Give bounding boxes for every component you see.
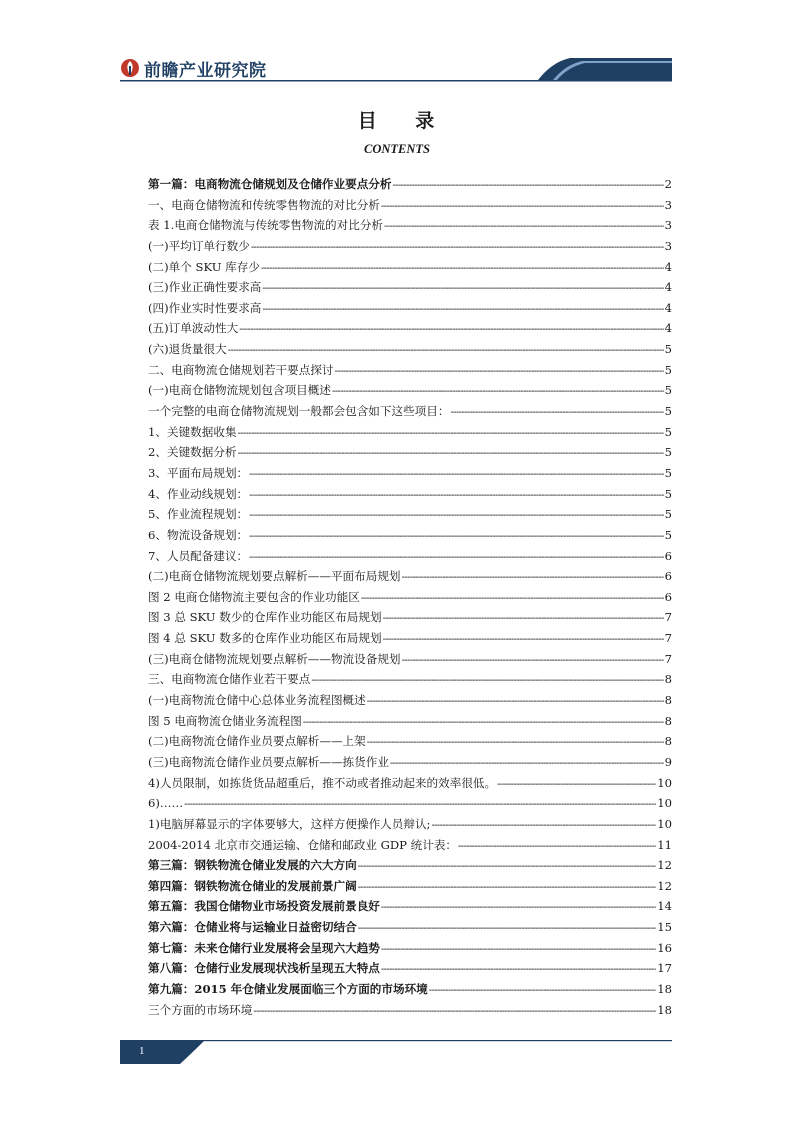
toc-entry-page: 5 <box>664 424 672 439</box>
toc-leader-dots <box>367 733 664 752</box>
toc-entry-label: 3、平面布局规划： <box>148 465 249 480</box>
toc-leader-dots <box>262 300 663 319</box>
toc-leader-dots <box>384 217 664 236</box>
toc-entry-label: 1、关键数据收集 <box>148 424 237 439</box>
toc-entry-label: (一)电商物流仓储中心总体业务流程图概述 <box>148 693 366 708</box>
toc-leader-dots <box>450 403 663 422</box>
toc-entry-label: 7、人员配备建议： <box>148 548 249 563</box>
toc-entry[interactable] <box>148 546 672 567</box>
toc-entry-label: 第四篇：钢铁物流仓储业的发展前景广阔 <box>148 878 357 893</box>
toc-entry[interactable] <box>148 277 672 298</box>
toc-entry-page: 10 <box>657 796 672 811</box>
toc-entry-page: 8 <box>664 672 672 687</box>
toc-entry[interactable] <box>148 896 672 917</box>
toc-leader-dots <box>238 444 664 463</box>
toc-entry-label: 5、作业流程规划： <box>148 507 249 522</box>
toc-leader-dots <box>249 527 663 546</box>
toc-entry-label: 三个方面的市场环境 <box>148 1002 253 1017</box>
toc-entry[interactable] <box>148 649 672 670</box>
toc-entry-label: 2004-2014 北京市交通运输、仓储和邮政业 GDP 统计表： <box>148 837 458 852</box>
toc-entry[interactable] <box>148 835 672 856</box>
toc-entry-label: (三)作业正确性要求高 <box>148 280 262 295</box>
toc-entry-label: 三、电商物流仓储作业若干要点 <box>148 672 311 687</box>
toc-entry-page: 18 <box>657 981 672 996</box>
toc-entry-page: 8 <box>664 734 672 749</box>
toc-entry-label: (一)电商仓储物流规划包含项目概述 <box>148 383 331 398</box>
toc-entry-label: 第九篇：2015 年仓储业发展面临三个方面的市场环境 <box>148 981 428 996</box>
toc-entry[interactable] <box>148 690 672 711</box>
toc-leader-dots <box>358 878 657 897</box>
toc-leader-dots <box>332 382 664 401</box>
toc-entry-page: 6 <box>664 548 672 563</box>
toc-entry-page: 4 <box>664 280 672 295</box>
toc-leader-dots <box>402 651 664 670</box>
toc-leader-dots <box>261 259 664 278</box>
toc-entry-page: 3 <box>664 197 672 212</box>
toc-entry-page: 5 <box>664 362 672 377</box>
toc-entry-label: (六)退货量很大 <box>148 342 227 357</box>
toc-entry[interactable] <box>148 958 672 979</box>
toc-entry-label: 二、电商物流仓储规划若干要点探讨 <box>148 362 334 377</box>
toc-entry[interactable] <box>148 917 672 938</box>
toc-leader-dots <box>358 919 657 938</box>
toc-leader-dots <box>390 754 664 773</box>
page-footer <box>0 1030 794 1070</box>
brand-logo <box>120 56 267 80</box>
toc-leader-dots <box>383 609 664 628</box>
toc-entry-page: 8 <box>664 693 672 708</box>
toc-entry-page: 10 <box>657 775 672 790</box>
toc-leader-dots <box>249 548 663 567</box>
toc-leader-dots <box>184 795 656 814</box>
toc-entry-page: 5 <box>664 507 672 522</box>
toc-entry-label: 第六篇：仓储业将与运输业日益密切结合 <box>148 920 357 935</box>
toc-entry-label: 第七篇：未来仓储行业发展将会呈现六大趋势 <box>148 940 380 955</box>
toc-entry-label: 4)人员限制，如拣货货品超重后，推不动或者推动起来的效率很低。 <box>148 775 497 790</box>
toc-entry[interactable] <box>148 669 672 690</box>
toc-entry[interactable] <box>148 731 672 752</box>
toc-entry-page: 5 <box>664 342 672 357</box>
toc-entry-page: 8 <box>664 713 672 728</box>
toc-entry-page: 4 <box>664 259 672 274</box>
toc-entry-page: 5 <box>664 383 672 398</box>
toc-entry-label: (二)电商物流仓储作业员要点解析——上架 <box>148 734 366 749</box>
toc-entry[interactable] <box>148 938 672 959</box>
toc-entry-label: 2、关键数据分析 <box>148 445 237 460</box>
toc-entry[interactable] <box>148 711 672 732</box>
toc-entry-page: 16 <box>657 940 672 955</box>
toc-leader-dots <box>303 713 664 732</box>
toc-entry-label: 6)…… <box>148 796 184 811</box>
toc-entry[interactable] <box>148 174 672 195</box>
toc-entry-label: 6、物流设备规划： <box>148 527 249 542</box>
toc-leader-dots <box>381 197 664 216</box>
toc-entry-page: 3 <box>664 238 672 253</box>
toc-leader-dots <box>238 424 664 443</box>
toc-entry[interactable] <box>148 607 672 628</box>
toc-entry-label: 图 4 总 SKU 数多的仓库作业功能区布局规划 <box>148 631 382 646</box>
toc-leader-dots <box>361 589 664 608</box>
toc-entry-page: 6 <box>664 569 672 584</box>
toc-entry[interactable] <box>148 504 672 525</box>
toc-leader-dots <box>383 630 664 649</box>
toc-entry-page: 4 <box>664 300 672 315</box>
toc-entry-page: 3 <box>664 218 672 233</box>
toc-leader-dots <box>251 238 664 257</box>
toc-entry-page: 14 <box>657 899 672 914</box>
toc-entry[interactable] <box>148 463 672 484</box>
page-number: 1 <box>139 1045 145 1057</box>
toc-entry[interactable] <box>148 422 672 443</box>
toc-entry-label: 图 5 电商物流仓储业务流程图 <box>148 713 302 728</box>
toc-entry-page: 5 <box>664 465 672 480</box>
toc-entry-label: 一、电商仓储物流和传统零售物流的对比分析 <box>148 197 380 212</box>
toc-entry-label: 表 1.电商仓储物流与传统零售物流的对比分析 <box>148 218 384 233</box>
toc-leader-dots <box>249 506 663 525</box>
toc-leader-dots <box>367 692 664 711</box>
toc-entry[interactable] <box>148 525 672 546</box>
toc-entry[interactable] <box>148 339 672 360</box>
toc-leader-dots <box>381 898 656 917</box>
toc-entry[interactable] <box>148 380 672 401</box>
toc-leader-dots <box>402 568 664 587</box>
toc-leader-dots <box>358 857 657 876</box>
toc-entry-page: 4 <box>664 321 672 336</box>
toc-leader-dots <box>497 775 656 794</box>
toc-leader-dots <box>262 279 663 298</box>
toc-entry-label: 第五篇：我国仓储物业市场投资发展前景良好 <box>148 899 380 914</box>
toc-entry-label: (四)作业实时性要求高 <box>148 300 262 315</box>
toc-leader-dots <box>335 362 664 381</box>
toc-leader-dots <box>392 176 663 195</box>
toc-entry[interactable] <box>148 752 672 773</box>
toc-entry-page: 5 <box>664 404 672 419</box>
toc-leader-dots <box>239 320 663 339</box>
toc-leader-dots <box>381 940 656 959</box>
toc-entry-label: (三)电商仓储物流规划要点解析——物流设备规划 <box>148 651 401 666</box>
toc-leader-dots <box>228 341 664 360</box>
toc-entry[interactable] <box>148 628 672 649</box>
toc-entry[interactable] <box>148 318 672 339</box>
toc-entry-page: 5 <box>664 527 672 542</box>
toc-entry[interactable] <box>148 257 672 278</box>
toc-entry[interactable] <box>148 1000 672 1021</box>
toc-entry-label: 1)电脑屏幕显示的字体要够大，这样方便操作人员辩认; <box>148 816 431 831</box>
toc-entry[interactable] <box>148 215 672 236</box>
toc-leader-dots <box>429 981 656 1000</box>
toc-entry-page: 15 <box>657 920 672 935</box>
toc-entry[interactable] <box>148 855 672 876</box>
toc-entry[interactable] <box>148 360 672 381</box>
toc-entry-label: 4、作业动线规划： <box>148 486 249 501</box>
toc-entry-label: (三)电商物流仓储作业员要点解析——拣货作业 <box>148 754 389 769</box>
toc-entry-page: 17 <box>657 961 672 976</box>
toc-entry[interactable] <box>148 814 672 835</box>
toc-entry[interactable] <box>148 442 672 463</box>
toc-leader-dots <box>253 1002 656 1021</box>
toc-entry-page: 18 <box>657 1002 672 1017</box>
toc-entry-label: 第八篇：仓储行业发展现状浅析呈现五大特点 <box>148 961 380 976</box>
toc-entry[interactable] <box>148 979 672 1000</box>
toc-entry-page: 6 <box>664 589 672 604</box>
toc-entry-page: 7 <box>664 651 672 666</box>
toc-leader-dots <box>458 837 656 856</box>
toc-entry-label: 第一篇：电商物流仓储规划及仓储作业要点分析 <box>148 177 392 191</box>
toc-entry-label: (一)平均订单行数少 <box>148 238 250 253</box>
toc-entry-page: 5 <box>664 445 672 460</box>
logo-text: 前瞻产业研究院 <box>144 60 267 81</box>
toc-entry-label: 一个完整的电商仓储物流规划一般都会包含如下这些项目： <box>148 404 450 419</box>
toc-entry-page: 12 <box>657 858 672 873</box>
toc-entry-page: 9 <box>664 754 672 769</box>
toc-entry-page: 5 <box>664 486 672 501</box>
toc-entry[interactable] <box>148 484 672 505</box>
toc-entry-page: 10 <box>657 816 672 831</box>
toc-entry[interactable] <box>148 195 672 216</box>
toc-leader-dots <box>311 671 663 690</box>
toc-entry-page: 2 <box>664 177 672 191</box>
toc-leader-dots <box>249 486 663 505</box>
toc-entry-label: 图 2 电商仓储物流主要包含的作业功能区 <box>148 589 360 604</box>
toc-entry[interactable] <box>148 587 672 608</box>
table-of-contents <box>148 174 672 1020</box>
page-header <box>0 0 794 90</box>
toc-leader-dots <box>249 465 663 484</box>
toc-entry-page: 7 <box>664 631 672 646</box>
page-subtitle: CONTENTS <box>364 142 430 156</box>
toc-entry-page: 7 <box>664 610 672 625</box>
toc-entry-label: (五)订单波动性大 <box>148 321 239 336</box>
toc-entry[interactable] <box>148 298 672 319</box>
logo-flame-icon <box>120 58 140 78</box>
toc-entry-label: (二)单个 SKU 库存少 <box>148 259 260 274</box>
toc-entry-page: 12 <box>657 878 672 893</box>
toc-entry[interactable] <box>148 566 672 587</box>
toc-entry[interactable] <box>148 876 672 897</box>
toc-entry[interactable] <box>148 793 672 814</box>
toc-entry-label: 第三篇：钢铁物流仓储业发展的六大方向 <box>148 858 357 873</box>
page-title: 目 录 <box>357 110 451 132</box>
toc-entry[interactable] <box>148 236 672 257</box>
toc-entry-label: (二)电商仓储物流规划要点解析——平面布局规划 <box>148 569 401 584</box>
toc-entry-label: 图 3 总 SKU 数少的仓库作业功能区布局规划 <box>148 610 382 625</box>
toc-entry[interactable] <box>148 401 672 422</box>
toc-entry-page: 11 <box>657 837 672 852</box>
toc-leader-dots <box>381 960 656 979</box>
toc-leader-dots <box>431 816 656 835</box>
toc-entry[interactable] <box>148 773 672 794</box>
